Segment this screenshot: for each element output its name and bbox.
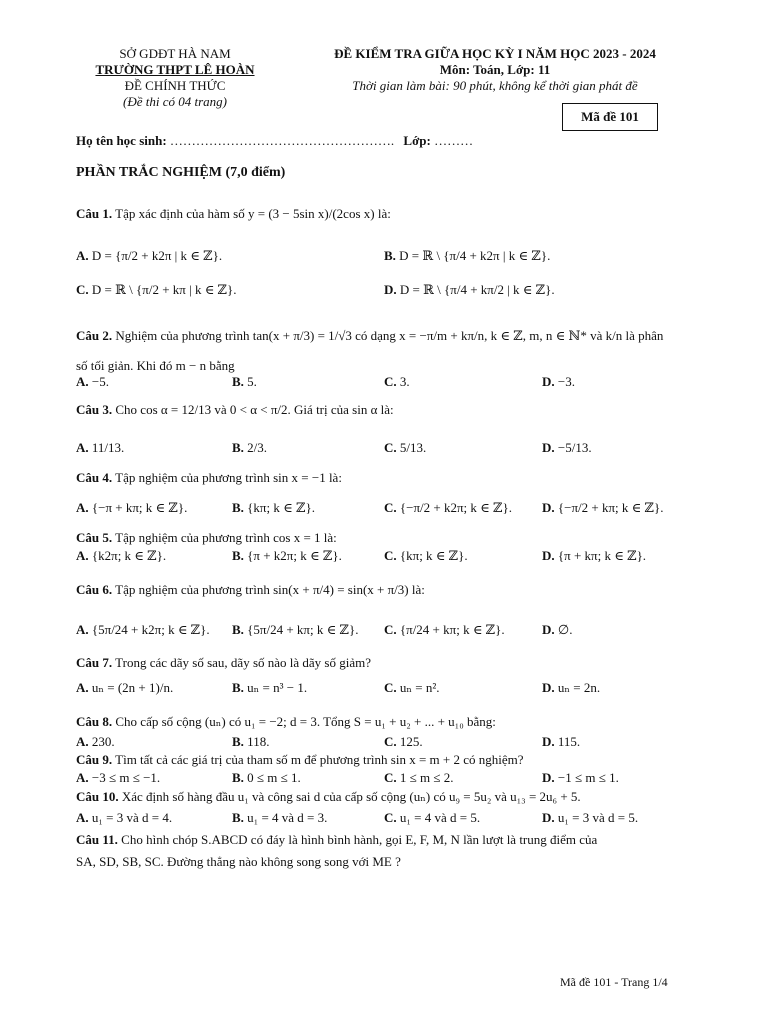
option-text: u₁ = 4 và d = 5. — [399, 810, 481, 825]
question-6-option-a[interactable] — [76, 622, 210, 638]
question-1-option-c[interactable] — [76, 282, 237, 298]
question-10-option-d[interactable] — [542, 810, 638, 826]
question-11-stem-cont: SA, SD, SB, SC. Đường thẳng nào không song song với ME ? — [76, 854, 401, 869]
question-label: Câu 7. — [76, 655, 113, 670]
exam-title: ĐỀ KIỂM TRA GIỮA HỌC KỲ I NĂM HỌC 2023 - 2024 — [334, 46, 656, 61]
exam-code-box — [562, 103, 658, 131]
option-label: C. — [384, 374, 397, 389]
question-10-option-c[interactable] — [384, 810, 480, 826]
option-label: D. — [542, 622, 555, 637]
question-3-stem — [76, 402, 394, 418]
option-text: {5π/24 + kπ; k ∈ ℤ}. — [247, 622, 359, 637]
option-text: 1 ≤ m ≤ 2. — [399, 770, 454, 785]
question-7-option-a[interactable] — [76, 680, 173, 696]
option-text: {π + kπ; k ∈ ℤ}. — [557, 548, 647, 563]
option-label: D. — [542, 548, 555, 563]
option-label: B. — [232, 500, 244, 515]
question-9-option-a[interactable] — [76, 770, 160, 786]
option-text: u₁ = 4 và d = 3. — [247, 810, 328, 825]
question-9-option-c[interactable] — [384, 770, 454, 786]
question-9-option-b[interactable] — [232, 770, 301, 786]
option-label: A. — [76, 810, 89, 825]
option-text: {π + k2π; k ∈ ℤ}. — [247, 548, 342, 563]
option-label: B. — [232, 810, 244, 825]
option-text: −3. — [557, 374, 575, 389]
option-label: B. — [232, 622, 244, 637]
student-info-line — [76, 133, 473, 149]
option-text: {kπ; k ∈ ℤ}. — [247, 500, 315, 515]
option-text: uₙ = n³ − 1. — [247, 680, 308, 695]
question-3-option-b[interactable] — [232, 440, 267, 456]
option-label: D. — [542, 374, 555, 389]
question-10-option-a[interactable] — [76, 810, 172, 826]
option-label: C. — [384, 500, 397, 515]
option-text: −5. — [91, 374, 109, 389]
student-name-label: Họ tên học sinh: — [76, 133, 167, 148]
option-text: −3 ≤ m ≤ −1. — [91, 770, 161, 785]
question-7-option-b[interactable] — [232, 680, 307, 696]
option-label: A. — [76, 248, 89, 263]
question-6-option-b[interactable] — [232, 622, 358, 638]
option-label: D. — [384, 282, 397, 297]
question-1-option-b[interactable] — [384, 248, 550, 264]
option-text: {π/24 + kπ; k ∈ ℤ}. — [399, 622, 505, 637]
question-text: Tập nghiệm của phương trình cos x = 1 là: — [115, 530, 337, 545]
question-text: Tập nghiệm của phương trình sin(x + π/4) = sin(x + π/3) là: — [115, 582, 425, 597]
question-5-option-a[interactable] — [76, 548, 166, 564]
option-label: B. — [232, 680, 244, 695]
option-label: C. — [384, 440, 397, 455]
question-8-option-d[interactable] — [542, 734, 580, 750]
page-count-note: (Đề thi có 04 trang) — [123, 94, 227, 109]
question-6-stem — [76, 582, 425, 598]
option-text: 2/3. — [247, 440, 268, 455]
student-name-dots: ……………………………………………. — [169, 133, 395, 148]
official-label: ĐỀ CHÍNH THỨC — [124, 78, 226, 93]
option-text: u₁ = 3 và d = 4. — [91, 810, 173, 825]
option-label: D. — [542, 770, 555, 785]
question-3-option-c[interactable] — [384, 440, 426, 456]
option-label: A. — [76, 374, 89, 389]
question-7-stem — [76, 655, 371, 671]
option-label: A. — [76, 440, 89, 455]
question-text: Trong các dãy số sau, dãy số nào là dãy số giảm? — [115, 655, 371, 670]
option-text: {−π/2 + kπ; k ∈ ℤ}. — [557, 500, 664, 515]
option-label: B. — [384, 248, 396, 263]
option-text: u₁ = 3 và d = 5. — [557, 810, 639, 825]
question-2-option-c[interactable] — [384, 374, 410, 390]
option-label: C. — [384, 680, 397, 695]
question-2-option-b[interactable] — [232, 374, 257, 390]
question-text: Nghiệm của phương trình tan(x + π/3) = 1/√3 có dạng x = −π/m + kπ/n, k ∈ ℤ, m, n ∈ ℕ* và k/n là phân — [115, 328, 664, 343]
question-label: Câu 1. — [76, 206, 113, 221]
option-label: C. — [384, 810, 397, 825]
option-text: {−π + kπ; k ∈ ℤ}. — [91, 500, 188, 515]
question-3-option-a[interactable] — [76, 440, 124, 456]
question-5-option-b[interactable] — [232, 548, 342, 564]
question-1-option-a[interactable] — [76, 248, 222, 264]
question-9-option-d[interactable] — [542, 770, 619, 786]
option-text: −5/13. — [557, 440, 592, 455]
question-7-option-d[interactable] — [542, 680, 600, 696]
school-header — [70, 46, 280, 110]
question-label: Câu 11. — [76, 832, 118, 847]
option-label: D. — [542, 680, 555, 695]
option-label: A. — [76, 734, 89, 749]
option-text: D = {π/2 + k2π | k ∈ ℤ}. — [91, 248, 223, 263]
option-label: A. — [76, 500, 89, 515]
question-4-option-d[interactable] — [542, 500, 664, 516]
section-title: PHẦN TRẮC NGHIỆM (7,0 điểm) — [76, 165, 286, 180]
question-text: Tập xác định của hàm số y = (3 − 5sin x)/(2cos x) là: — [115, 206, 391, 221]
option-text: 0 ≤ m ≤ 1. — [247, 770, 301, 785]
option-label: D. — [542, 440, 555, 455]
question-text: Cho cos α = 12/13 và 0 < α < π/2. Giá trị của sin α là: — [115, 402, 394, 417]
option-text: 3. — [399, 374, 410, 389]
option-label: A. — [76, 680, 89, 695]
option-text: 125. — [399, 734, 423, 749]
option-label: B. — [232, 440, 244, 455]
question-6-option-c[interactable] — [384, 622, 505, 638]
question-2-option-a[interactable] — [76, 374, 109, 390]
option-text: −1 ≤ m ≤ 1. — [557, 770, 619, 785]
option-text: 5/13. — [399, 440, 427, 455]
question-label: Câu 9. — [76, 752, 113, 767]
option-label: C. — [384, 734, 397, 749]
question-4-option-a[interactable] — [76, 500, 187, 516]
question-label: Câu 3. — [76, 402, 113, 417]
exam-subject: Môn: Toán, Lớp: 11 — [439, 62, 551, 77]
option-text: {5π/24 + k2π; k ∈ ℤ}. — [91, 622, 210, 637]
question-7-option-c[interactable] — [384, 680, 440, 696]
question-3-option-d[interactable] — [542, 440, 592, 456]
question-8-stem — [76, 714, 496, 730]
option-text: {k2π; k ∈ ℤ}. — [91, 548, 167, 563]
option-text: 11/13. — [91, 440, 125, 455]
exam-header — [290, 46, 700, 94]
question-text: Cho cấp số cộng (uₙ) có u₁ = −2; d = 3. Tổng S = u₁ + u₂ + ... + u₁₀ bằng: — [115, 714, 496, 729]
option-label: D. — [542, 810, 555, 825]
class-dots: ……… — [434, 133, 474, 148]
question-label: Câu 5. — [76, 530, 113, 545]
question-2-stem — [76, 328, 663, 344]
question-4-option-b[interactable] — [232, 500, 315, 516]
option-label: B. — [232, 374, 244, 389]
option-text: {−π/2 + k2π; k ∈ ℤ}. — [399, 500, 512, 515]
question-text: Cho hình chóp S.ABCD có đáy là hình bình hành, gọi E, F, M, N lần lượt là trung điểm của — [121, 832, 598, 847]
option-label: C. — [384, 548, 397, 563]
question-6-option-d[interactable] — [542, 622, 572, 638]
question-label: Câu 8. — [76, 714, 113, 729]
exam-code: Mã đề 101 — [581, 109, 639, 124]
option-label: C. — [76, 282, 89, 297]
option-text: 118. — [247, 734, 270, 749]
question-8-option-b[interactable] — [232, 734, 269, 750]
option-label: D. — [542, 734, 555, 749]
option-label: B. — [232, 548, 244, 563]
question-2-stem-cont: số tối giản. Khi đó m − n bằng — [76, 358, 235, 373]
question-label: Câu 2. — [76, 328, 113, 343]
option-label: C. — [384, 622, 397, 637]
exam-time: Thời gian làm bài: 90 phút, không kể thời gian phát đề — [352, 78, 638, 93]
question-4-stem — [76, 470, 342, 486]
question-5-option-c[interactable] — [384, 548, 468, 564]
question-1-stem — [76, 206, 391, 222]
page-footer: Mã đề 101 - Trang 1/4 — [560, 975, 668, 989]
option-text: D = ℝ \ {π/4 + kπ/2 | k ∈ ℤ}. — [399, 282, 555, 297]
question-label: Câu 6. — [76, 582, 113, 597]
option-text: 115. — [557, 734, 581, 749]
question-11-stem — [76, 832, 597, 848]
question-text: Xác định số hàng đầu u₁ và công sai d của cấp số cộng (uₙ) có u₉ = 5u₂ và u₁₃ = 2u₆ + 5. — [121, 789, 581, 804]
school-name: TRƯỜNG THPT LÊ HOÀN — [95, 62, 255, 77]
option-label: D. — [542, 500, 555, 515]
option-text: uₙ = n². — [399, 680, 440, 695]
question-8-option-a[interactable] — [76, 734, 115, 750]
option-label: B. — [232, 734, 244, 749]
option-label: C. — [384, 770, 397, 785]
option-text: 5. — [247, 374, 257, 389]
option-text: ∅. — [557, 622, 573, 637]
question-label: Câu 10. — [76, 789, 119, 804]
option-label: A. — [76, 622, 89, 637]
question-1-option-d[interactable] — [384, 282, 555, 298]
option-text: D = ℝ \ {π/4 + k2π | k ∈ ℤ}. — [399, 248, 551, 263]
question-text: Tập nghiệm của phương trình sin x = −1 là: — [115, 470, 342, 485]
question-5-stem — [76, 530, 337, 546]
question-label: Câu 4. — [76, 470, 113, 485]
option-text: 230. — [91, 734, 115, 749]
option-text: uₙ = 2n. — [557, 680, 601, 695]
department-name: SỞ GDĐT HÀ NAM — [119, 46, 231, 61]
option-label: B. — [232, 770, 244, 785]
option-text: uₙ = (2n + 1)/n. — [91, 680, 174, 695]
question-5-option-d[interactable] — [542, 548, 646, 564]
question-2-option-d[interactable] — [542, 374, 575, 390]
option-label: A. — [76, 770, 89, 785]
question-9-stem — [76, 752, 524, 768]
question-10-stem — [76, 789, 581, 805]
option-text: {kπ; k ∈ ℤ}. — [399, 548, 468, 563]
question-8-option-c[interactable] — [384, 734, 423, 750]
question-4-option-c[interactable] — [384, 500, 512, 516]
class-label: Lớp: — [403, 133, 431, 148]
question-text: Tìm tất cả các giá trị của tham số m để phương trình sin x = m + 2 có nghiệm? — [115, 752, 524, 767]
question-10-option-b[interactable] — [232, 810, 327, 826]
option-text: D = ℝ \ {π/2 + kπ | k ∈ ℤ}. — [91, 282, 237, 297]
option-label: A. — [76, 548, 89, 563]
